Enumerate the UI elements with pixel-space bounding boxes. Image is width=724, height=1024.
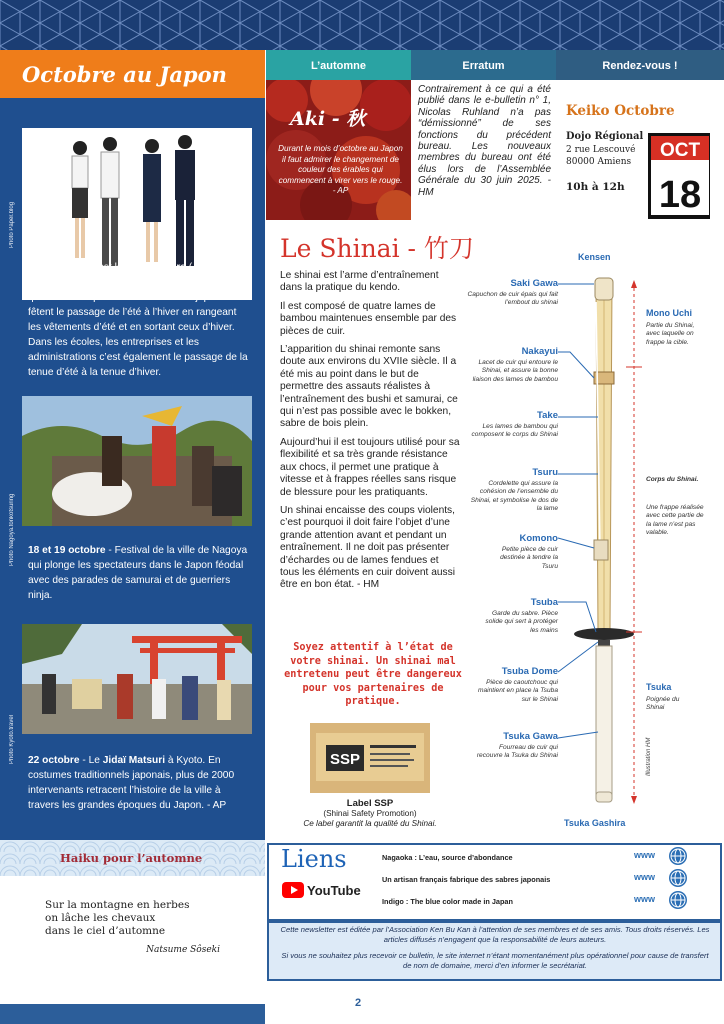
desc-saki-gawa: Capuchon de cuir épais qui fait l’embout du shinai — [467, 291, 558, 307]
youtube-logo — [282, 880, 362, 905]
label-nakayui: Nakayui — [521, 346, 558, 357]
autumn-text: Durant le mois d’octobre au Japon il faut admirer le changement de couleur des érables qui commencent à virer vers le rouge. - AP — [278, 144, 403, 195]
rdv-place: Dojo Régional — [566, 131, 644, 142]
autumn-box — [266, 80, 411, 220]
link-item-nagaoka[interactable]: Nagaoka : L’eau, source d’abondance — [382, 853, 513, 862]
tab-erratum: Erratum — [411, 50, 556, 80]
event-name: Koromogare — [125, 262, 186, 273]
globe-icon[interactable] — [669, 847, 687, 865]
sidebar — [0, 50, 265, 840]
date-label: 18 et 19 octobre — [28, 545, 106, 556]
link-item-artisan[interactable]: Un artisan français fabrique des sabres japonais — [382, 875, 551, 884]
desc-take: Les lames de bambou qui composent le corps du Shinai — [471, 423, 558, 439]
footer-unsubscribe: Si vous ne souhaitez plus recevoir ce bulletin, le site internet n’étant momentanément plus opérationnel pour cause de transfert de nom de domaine, merci d’en informer le secrétariat. — [281, 951, 709, 970]
date-label: 01 octobre - — [28, 262, 86, 273]
youtube-text: YouTube — [307, 883, 361, 898]
label-tsuba: Tsuba — [530, 597, 558, 608]
haiku-title: Haiku pour l’automne — [60, 851, 203, 865]
haiku-line: on lâche les chevaux — [45, 912, 156, 925]
calendar-icon — [646, 129, 714, 221]
www-link[interactable]: www — [634, 850, 656, 860]
jidai-text — [28, 753, 250, 813]
asanoha-pattern — [0, 0, 724, 50]
article-paragraph: Il est composé de quatre lames de bambou maintenues ensemble par des pièces de cuir. — [280, 300, 457, 337]
jidai-matsuri-image — [22, 624, 252, 734]
label-tsuka-gashira: Tsuka Gashira — [564, 818, 626, 828]
date-label: 22 octobre — [28, 755, 80, 766]
globe-icon[interactable] — [669, 869, 687, 887]
article-title: Le Shinai - 竹刀 — [280, 234, 474, 263]
label-tsuru: Tsuru — [532, 467, 558, 478]
haiku-line: dans le ciel d’automne — [45, 925, 166, 938]
link-item-indigo[interactable]: Indigo : The blue color made in Japan — [382, 897, 513, 906]
calendar-month: OCT — [659, 140, 701, 161]
ssp-label-graphic — [310, 723, 430, 793]
label-take: Take — [537, 410, 558, 421]
globe-icon[interactable] — [669, 891, 687, 909]
links-title: Liens — [281, 845, 347, 873]
tab-rendezvous: Rendez-vous ! — [556, 50, 724, 80]
samurai-parade-image — [22, 396, 252, 526]
ssp-caption — [290, 799, 450, 829]
page-number: 2 — [355, 997, 362, 1009]
shinai-diagram — [466, 252, 720, 832]
article-paragraph: Le shinai est l’arme d’entraînement dans la pratique du kendo. — [280, 270, 439, 294]
label-tsuka-gawa: Tsuka Gawa — [503, 731, 558, 742]
footer-notice: Cette newsletter est éditée par l’Association Ken Bu Kan à l’attention de ses membres et de ses amis. Tous droits réservés. Les articles diffusés n’engagent que la responsabilité de leurs auteurs. — [280, 925, 710, 944]
label-kensen: Kensen — [578, 252, 611, 262]
calendar-day: 18 — [658, 174, 702, 216]
calendar-graphic — [646, 129, 714, 221]
desc-nakayui: Lacet de cuir qui entoure le Shinai, et assure la bonne liaison des lames de bambou — [472, 359, 558, 383]
label-mono-uchi: Mono Uchi — [646, 308, 692, 318]
youtube-icon — [282, 880, 362, 900]
illustration-credit: Illustration HM — [646, 737, 652, 776]
desc-corps: Une frappe réalisée avec cette partie de la lame n’est pas valable. — [646, 504, 704, 537]
desc-tsuru: Cordelette qui assure la cohésion de l’ensemble du Shinai, et symbolise le dos de la lame — [470, 480, 558, 513]
ssp-logo-text: SSP — [329, 751, 361, 768]
text-span: (« changement de vêtements »). C’est une tradition qui remonte à plus de 1200 ans. Les japonais fêtent le passage de l’été à l’hiver en rangeant les vêtements d’été et en sortant ceux d’hiver. Dans les écoles, les entreprises et les administrations c’est également le passage de la tenue d’été à la tenue d’hiver. — [28, 262, 248, 378]
photo-credit: Photo Nagoya.tonkotsuring — [9, 493, 15, 566]
rdv-address: 2 rue Lescouvé 80000 Amiens — [566, 145, 636, 167]
ssp-description: Ce label garantit la qualité du Shinai. — [303, 819, 437, 828]
desc-tsuka-gawa: Fourreau de cuir qui recouvre la Tsuka du Shinai — [476, 744, 558, 760]
article-paragraph: L’apparition du shinai remonte sans doute aux environs du XVIIe siècle. Il a été mis au point dans le but de permettre des assauts réalistes à l’entraînement des bushi et samurai, ce qui n’est pas possible avec le bokken, sabre de bois plein. — [280, 344, 458, 430]
ssp-label-image — [310, 723, 430, 793]
text-span: à Kyoto. En costumes traditionnels japonais, plus de 2000 intervenants retracent l’histoire de la ville à travers les grandes époques du Japon. - AP — [28, 755, 235, 811]
desc-tsuba: Garde du sabre. Pièce solide qui sert à protéger les mains — [485, 610, 558, 634]
article-paragraph: Aujourd’hui il est toujours utilisé pour sa flexibilité et sa très grande résistance aux chocs, il permet une pratique à vitesse et à frappes réelles sans risque de blessure pour les pratiquants. — [280, 436, 460, 498]
ssp-subtitle: (Shinai Safety Promotion) — [323, 809, 417, 818]
desc-tsuba-dome: Pièce de caoutchouc qui maintient en place la Tsuba sur le Shinai — [477, 679, 558, 703]
haiku-bottom-band — [0, 1004, 265, 1024]
text-span: C’est le — [85, 262, 126, 273]
desc-komono: Petite pièce de cuir destinée à tendre la Tsuru — [500, 546, 558, 570]
nagoya-text — [28, 543, 250, 603]
ssp-title: Label SSP — [346, 798, 394, 809]
label-tsuka: Tsuka — [646, 682, 672, 692]
www-link[interactable]: www — [634, 894, 656, 904]
photo-credit: Photo Kyoto.travel — [9, 714, 15, 764]
sidebar-banner: Octobre au Japon — [0, 50, 265, 98]
text-span: - Festival de la ville de Nagoya qui plonge les spectateurs dans le Japon féodal avec des parades de samurai et de guerriers ninja. — [28, 545, 248, 601]
haiku-line: Sur la montagne en herbes — [45, 899, 190, 911]
rdv-title: Keiko Octobre — [566, 103, 675, 119]
photo-credit: Photo Paper.blog — [9, 201, 15, 248]
desc-tsuka: Poignée du Shinai — [646, 696, 680, 712]
erratum-text: Contrairement à ce qui a été publié dans le e-bulletin n° 1, Nicolas Ruhland n’a pas “démissionné” de ses fonctions du précédent bureau. Les nouveaux membres du bureau ont été élus lors de l’Assemblée Générale du 30 juin 2025. - HM — [418, 84, 551, 198]
label-tsuba-dome: Tsuba Dome — [501, 666, 558, 677]
text-span: - Le — [79, 755, 103, 766]
article-paragraph: Un shinai encaisse des coups violents, c’est pourquoi il doit faire l’objet d’une grande attention avant et pendant un entraînement. Il ne doit pas présenter d’échardes ou de lames fendues et tous les éléments en cuir doivent aussi être en bon état. - HM — [280, 504, 455, 591]
label-saki-gawa: Saki Gawa — [510, 278, 558, 289]
haiku-author: Natsume Sôseki — [146, 945, 220, 955]
desc-mono-uchi: Partie du Shinai, avec laquelle on frappe la cible. — [646, 322, 695, 346]
tab-autumn: L’automne — [266, 50, 411, 80]
label-corps: Corps du Shinai. — [646, 476, 699, 483]
header-pattern — [0, 0, 724, 50]
www-link[interactable]: www — [634, 872, 656, 882]
article-body — [280, 270, 460, 598]
event-name: Jidaï Matsuri — [102, 755, 166, 766]
safety-warning: Soyez attentif à l’état de votre shinai. Un shinai mal entretenu peut être dangereux pour vos partenaires de pratique. — [284, 642, 462, 708]
koromogare-text — [28, 260, 250, 380]
autumn-title: Aki - 秋 — [290, 108, 366, 130]
haiku-text — [45, 899, 225, 939]
rdv-hours: 10h à 12h — [566, 181, 625, 193]
label-komono: Komono — [519, 533, 558, 544]
